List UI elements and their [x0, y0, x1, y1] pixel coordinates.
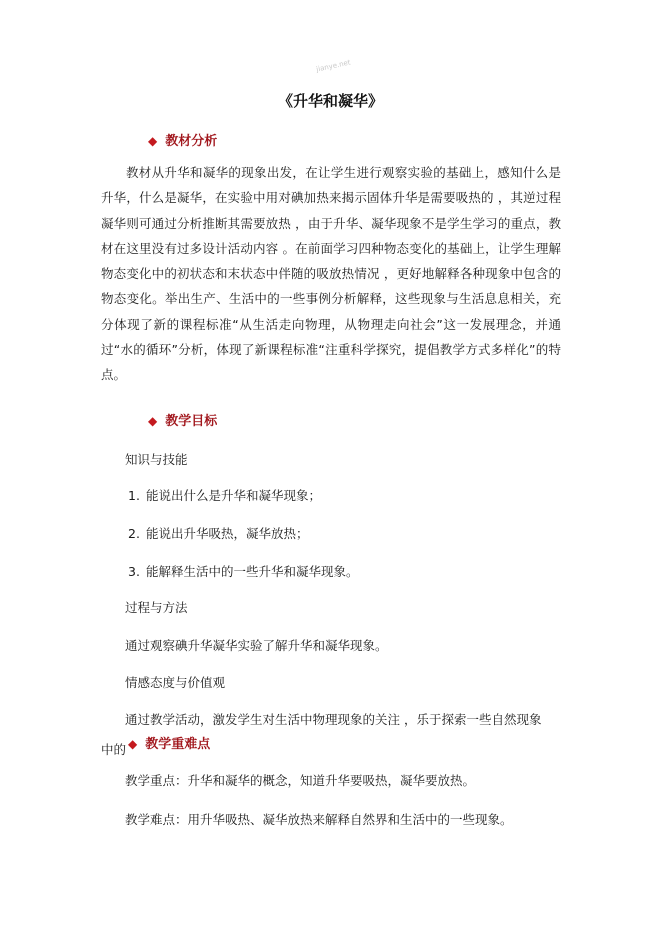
section-heading-goals [148, 410, 217, 429]
analysis-paragraph: 教材从升华和凝华的现象出发，在让学生进行观察实验的基础上，感知什么是升华，什么是凝华，在实验中用对碘加热来揭示固体升华是需要吸热的 ，其逆过程凝华则可通过分析推断其需要放热 ，由于升华、凝华现象不是学生学习的重点，教材在这里没有过多设计活动内容 。在前面学习四种物态变化的基础上，让学生理解物态变化中的初状态和末状态中伴随的吸放热情况 ，更好地解释各种现象中包含的物态变化。举出生产、生活中的一些事例分析解释，这些现象与生活息息相关，充分体现了新的课程标准“从生活走向物理，从物理走向社会”这一发展理念，并通过“水的循环”分析，体现了新课程标准“注重科学探究，提倡教学方式多样化”的特点。 [101, 165, 561, 383]
emotion-label: 情感态度与价值观 [125, 675, 226, 690]
diamond-bullet-icon: ◆ [128, 737, 138, 751]
goal-item-text: 能解释生活中的一些升华和凝华现象。 [145, 564, 359, 579]
goal-item-number: 1. [128, 488, 140, 503]
section-heading-label: 教学目标 [165, 414, 218, 429]
page-title: 《升华和凝华》 [277, 92, 383, 110]
goal-item-1 [128, 486, 321, 504]
knowledge-label: 知识与技能 [125, 452, 188, 467]
section-heading-analysis [148, 130, 217, 149]
section-heading-label: 教材分析 [165, 134, 218, 149]
emotion-text: 通过教学活动，激发学生对生活中物理现象的关注 ，乐于探索一些自然现象 [125, 712, 542, 727]
section-heading-label: 教学重难点 [145, 737, 211, 752]
process-label: 过程与方法 [125, 600, 188, 615]
goal-item-3 [128, 562, 358, 580]
section-heading-key-points [128, 733, 210, 752]
goal-item-text: 能说出什么是升华和凝华现象； [145, 488, 321, 503]
emotion-text-continuation: 中的 [101, 742, 127, 757]
key-difficulty: 教学难点：用升华吸热、凝华放热来解释自然界和生活中的一些现象。 [125, 812, 513, 827]
diamond-bullet-icon: ◆ [148, 134, 158, 148]
goal-item-2 [128, 524, 308, 542]
diamond-bullet-icon: ◆ [148, 414, 158, 428]
goal-item-number: 2. [128, 526, 140, 541]
goal-item-text: 能说出升华吸热，凝华放热； [145, 526, 309, 541]
goal-item-number: 3. [128, 564, 140, 579]
process-text: 通过观察碘升华凝华实验了解升华和凝华现象。 [125, 638, 388, 653]
key-focus: 教学重点：升华和凝华的概念，知道升华要吸热，凝华要放热。 [125, 773, 476, 788]
watermark: jianye.net [315, 58, 352, 74]
